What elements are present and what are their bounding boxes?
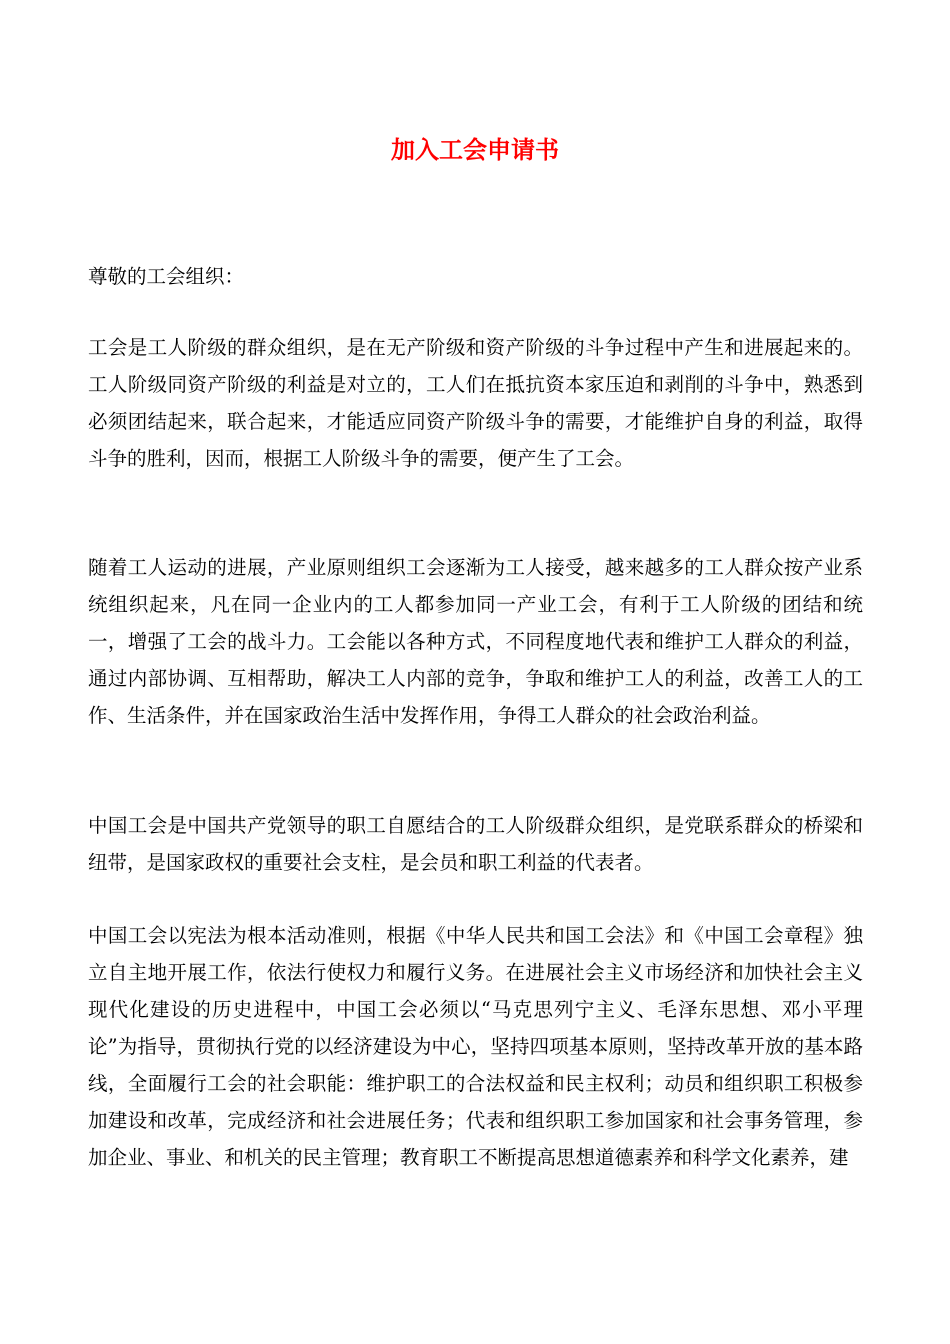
paragraph-1: 工会是工人阶级的群众组织，是在无产阶级和资产阶级的斗争过程中产生和进展起来的。工人阶级同资产阶级的利益是对立的，工人们在抵抗资本家压迫和剥削的斗争中，熟悉到必须团结起来，联合起来，才能适应同资产阶级斗争的需要，才能维护自身的利益，取得斗争的胜利，因而，根据工人阶级斗争的需要，便产生了工会。	[88, 336, 863, 470]
document-title: 加入工会申请书	[391, 136, 559, 164]
salutation: 尊敬的工会组织：	[88, 265, 245, 288]
paragraph-3: 中国工会是中国共产党领导的职工自愿结合的工人阶级群众组织，是党联系群众的桥梁和纽带，是国家政权的重要社会支柱，是会员和职工利益的代表者。	[88, 814, 863, 874]
paragraph-2: 随着工人运动的进展，产业原则组织工会逐渐为工人接受，越来越多的工人群众按产业系统组织起来，凡在同一企业内的工人都参加同一产业工会，有利于工人阶级的团结和统一，增强了工会的战斗力。工会能以各种方式，不同程度地代表和维护工人群众的利益，通过内部协调、互相帮助，解决工人内部的竞争，争取和维护工人的利益，改善工人的工作、生活条件，并在国家政治生活中发挥作用，争得工人群众的社会政治利益。	[88, 556, 863, 727]
paragraph-4: 中国工会以宪法为根本活动准则，根据《中华人民共和国工会法》和《中国工会章程》独立自主地开展工作，依法行使权力和履行义务。在进展社会主义市场经济和加快社会主义现代化建设的历史进程中，中国工会必须以“马克思列宁主义、毛泽东思想、邓小平理论”为指导，贯彻执行党的以经济建设为中心，坚持四项基本原则，坚持改革开放的基本路线，全面履行工会的社会职能：维护职工的合法权益和民主权利；动员和组织职工积极参加建设和改革，完成经济和社会进展任务；代表和组织职工参加国家和社会事务管理，参加企业、事业、和机关的民主管理；教育职工不断提高思想道德素养和科学文化素养，建	[88, 924, 863, 1169]
